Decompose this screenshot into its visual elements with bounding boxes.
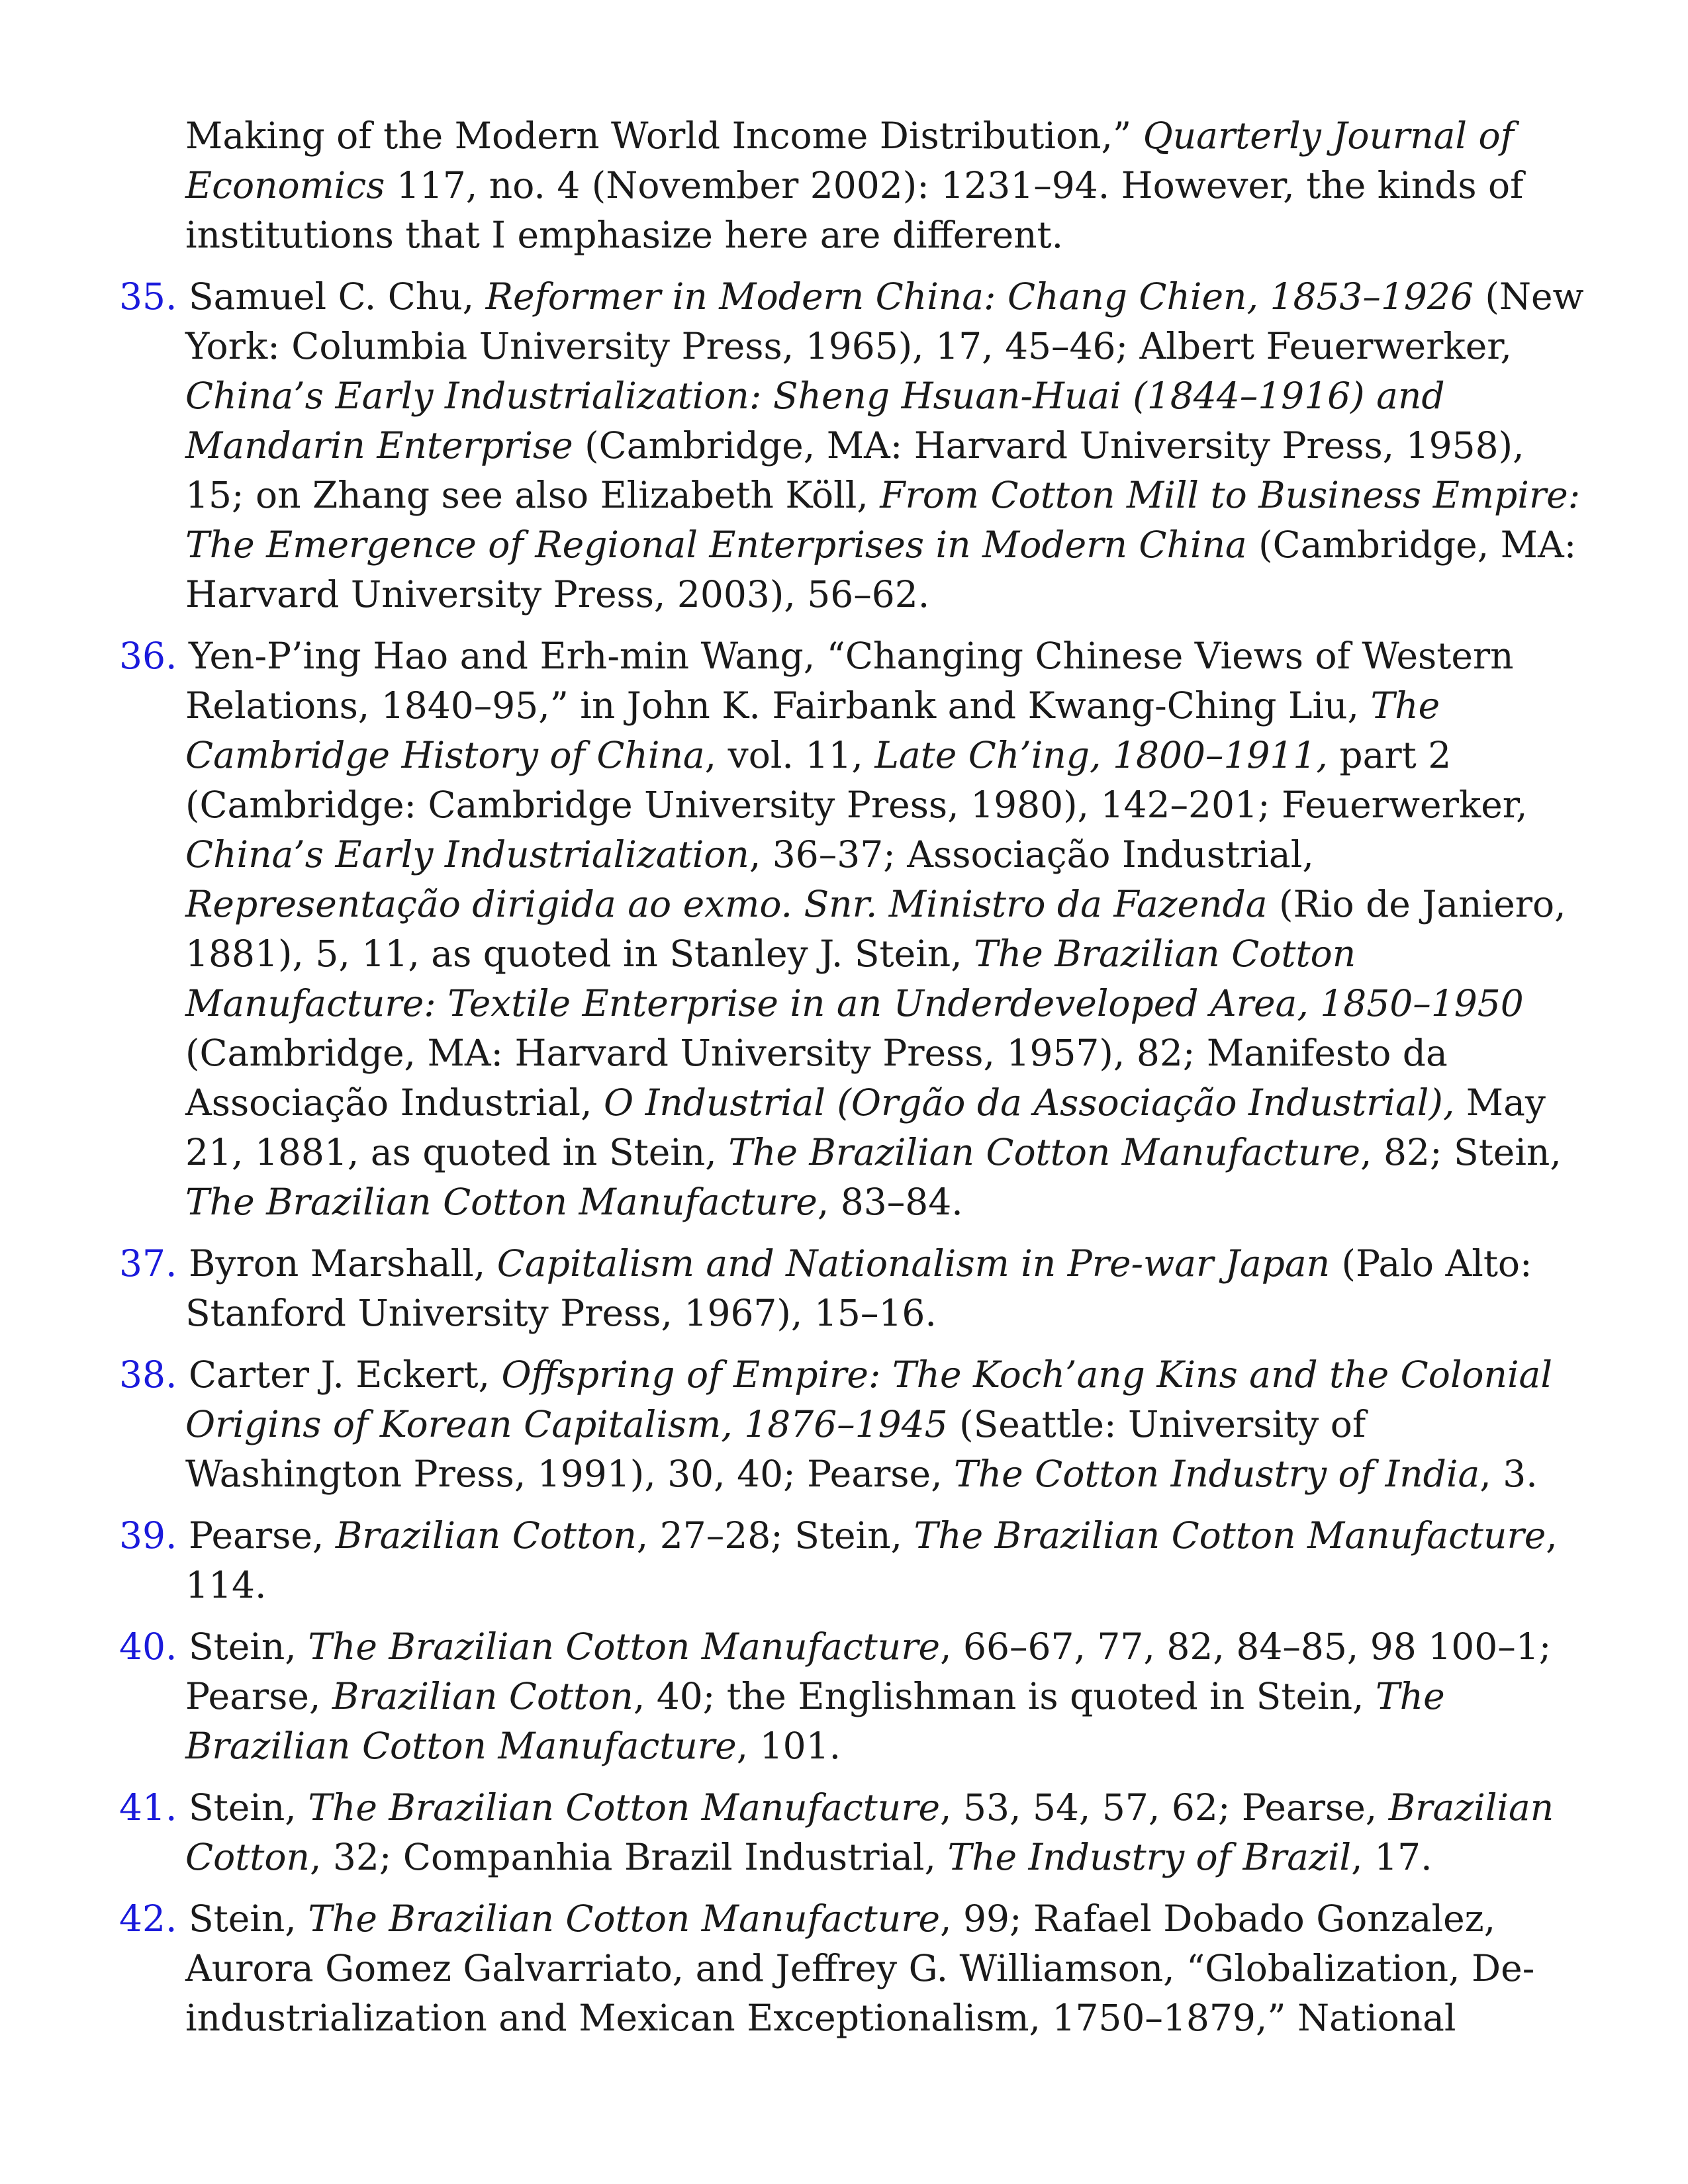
note-text: Yen-P’ing Hao and Erh-min Wang, “Changing Chinese Views of Western Relations, 1840–95,” in John K. Fairbank and Kwang-Ching Liu, <box>177 635 1514 727</box>
cited-title: Brazilian Cotton <box>185 1786 1554 1878</box>
endnote-36 <box>119 631 1589 1227</box>
cited-title: China’s Early Industrialization <box>185 833 749 876</box>
cited-title: From Cotton Mill to Business Empire: The Emergence of Regional Enterprises in Modern China <box>185 474 1581 566</box>
note-text: Stein, <box>177 1625 308 1668</box>
endnote-number-link[interactable]: 42. <box>119 1897 177 1940</box>
endnote-number-link[interactable]: 35. <box>119 275 177 318</box>
note-text: , 36–37; Associação Industrial, <box>749 833 1314 876</box>
endnote-41 <box>119 1783 1589 1882</box>
cited-title: Reformer in Modern China: Chang Chien, 1853–1926 <box>485 275 1474 318</box>
note-text: , 114. <box>185 1514 1558 1606</box>
note-text: part 2 (Cambridge: Cambridge University Press, 1980), 142–201; Feuerwerker, <box>185 734 1528 826</box>
note-text: , 40; the Englishman is quoted in Stein, <box>633 1675 1376 1717</box>
note-text: , 101. <box>736 1725 841 1767</box>
cited-title: Brazilian Cotton <box>332 1675 633 1717</box>
note-text: (Rio de Janiero, 1881), 5, 11, as quoted in Stanley J. Stein, <box>185 883 1566 975</box>
note-text: , 3. <box>1479 1453 1538 1495</box>
cited-title: The Cotton Industry of India <box>954 1453 1480 1495</box>
cited-title: The Brazilian Cotton Manufacture <box>185 1181 818 1223</box>
cited-title: The Industry of Brazil <box>947 1836 1352 1878</box>
note-text: , 66–67, 77, 82, 84–85, 98 100–1; Pearse, <box>185 1625 1552 1717</box>
cited-title: The Brazilian Cotton Manufacture <box>308 1786 941 1829</box>
cited-title: The Brazilian Cotton Manufacture <box>914 1514 1546 1557</box>
cited-title: O Industrial (Orgão da Associação Industrial), <box>604 1081 1455 1124</box>
endnote-38 <box>119 1350 1589 1499</box>
cited-title: Representação dirigida ao exmo. Snr. Ministro da Fazenda <box>185 883 1268 925</box>
endnote-42 <box>119 1894 1589 2043</box>
endnote-number-link[interactable]: 38. <box>119 1353 177 1396</box>
note-text: May 21, 1881, as quoted in Stein, <box>185 1081 1546 1173</box>
note-text: (Cambridge, MA: Harvard University Press, 1958), 15; on Zhang see also Elizabeth Köll, <box>185 424 1524 516</box>
endnote-40 <box>119 1622 1589 1771</box>
note-text: , 82; Stein, <box>1360 1131 1562 1173</box>
note-text: Byron Marshall, <box>177 1242 497 1285</box>
note-text: Stein, <box>177 1786 308 1829</box>
note-text: Stein, <box>177 1897 308 1940</box>
note-text: (Cambridge, MA: Harvard University Press, 2003), 56–62. <box>185 523 1577 615</box>
note-text: (Cambridge, MA: Harvard University Press, 1957), 82; Manifesto da Associação Industrial, <box>185 1032 1448 1124</box>
note-text: , 27–28; Stein, <box>636 1514 914 1557</box>
cited-title: Late Ch’ing, 1800–1911, <box>874 734 1328 776</box>
note-text: (New York: Columbia University Press, 1965), 17, 45–46; Albert Feuerwerker, <box>185 275 1584 367</box>
notes-container <box>119 272 1589 2043</box>
cited-title: The Brazilian Cotton Manufacture <box>308 1897 941 1940</box>
cited-title: The Brazilian Cotton Manufacture <box>728 1131 1361 1173</box>
endnote-number-link[interactable]: 39. <box>119 1514 177 1557</box>
endnote-37 <box>119 1239 1589 1338</box>
cited-title: The Brazilian Cotton Manufacture: Textile Enterprise in an Underdeveloped Area, 1850–1950 <box>185 933 1524 1024</box>
note-text: , 83–84. <box>817 1181 963 1223</box>
note-text: , vol. 11, <box>704 734 875 776</box>
cited-title: China’s Early Industrialization: Sheng Hsuan-Huai (1844–1916) and Mandarin Enterprise <box>185 375 1445 467</box>
note-text: , 32; Companhia Brazil Industrial, <box>309 1836 948 1878</box>
endnote-number-link[interactable]: 37. <box>119 1242 177 1285</box>
note-text: Pearse, <box>177 1514 336 1557</box>
cited-title: Brazilian Cotton <box>335 1514 637 1557</box>
cited-title: Offspring of Empire: The Koch’ang Kins and the Colonial Origins of Korean Capitalism, 1876–1945 <box>185 1353 1552 1445</box>
endnotes-list <box>119 111 1589 2055</box>
note-text: (Palo Alto: Stanford University Press, 1967), 15–16. <box>185 1242 1532 1334</box>
note-text: Samuel C. Chu, <box>177 275 486 318</box>
endnote-number-link[interactable]: 41. <box>119 1786 177 1829</box>
cited-title: The Cambridge History of China <box>185 684 1440 776</box>
endnote-39 <box>119 1511 1589 1610</box>
endnote-number-link[interactable]: 40. <box>119 1625 177 1668</box>
note-text: , 53, 54, 57, 62; Pearse, <box>940 1786 1389 1829</box>
endnote-35 <box>119 272 1589 619</box>
note-text: Carter J. Eckert, <box>177 1353 502 1396</box>
note-text: (Seattle: University of Washington Press, 1991), 30, 40; Pearse, <box>185 1403 1366 1495</box>
note-text: , 17. <box>1351 1836 1432 1878</box>
endnote-number-link[interactable]: 36. <box>119 635 177 677</box>
cited-title: The Brazilian Cotton Manufacture <box>185 1675 1445 1767</box>
cited-title: Capitalism and Nationalism in Pre-war Japan <box>496 1242 1331 1285</box>
note-continuation: Making of the Modern World Income Distribution,” Quarterly Journal of Economics 117, no. 4 (November 2002): 1231–94. However, the kinds of institutions that I emphasize here are different. <box>185 114 1524 256</box>
cited-title: The Brazilian Cotton Manufacture <box>308 1625 941 1668</box>
note-text: , 99; Rafael Dobado Gonzalez, Aurora Gomez Galvarriato, and Jeffrey G. Williamson, “Globalization, De-industrialization and Mexican Exceptionalism, 1750–1879,” National <box>185 1897 1535 2039</box>
